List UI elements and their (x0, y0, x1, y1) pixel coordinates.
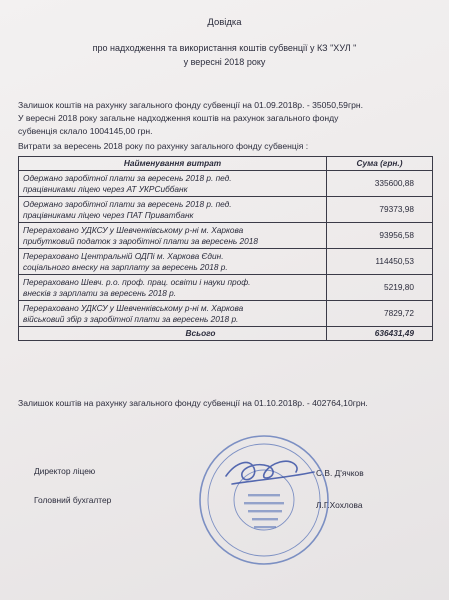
expense-amount: 79373,98 (327, 197, 433, 223)
director-name: С.В. Д'ячков (316, 468, 364, 478)
expense-name-line: Перераховано УДКСУ у Шевченківському р-ні м. Харкова (23, 224, 244, 235)
expenses-intro: Витрати за вересень 2018 року по рахунку загального фонду субвенція : (18, 141, 309, 151)
closing-balance: Залишок коштів на рахунку загального фонду субвенції на 01.10.2018р. - 402764,10грн. (18, 398, 368, 408)
expense-name-line: прибутковий податок з заробітної плати за вересень 2018 (23, 235, 259, 246)
chief-accountant-name: Л.Г.Хохлова (316, 500, 363, 510)
column-header-amount: Сума (грн.) (327, 157, 433, 171)
column-header-name: Найменування витрат (19, 157, 327, 171)
expense-name (19, 249, 327, 275)
expense-name-line: військовий збір з заробітної плати за вересень 2018 р. (23, 313, 239, 324)
expense-name-line: Перераховано Шевч. р.о. проф. прац. освіти і науки проф. (23, 276, 251, 287)
expense-name-line: Одержано заробітної плати за вересень 2018 р. пед. (23, 198, 232, 209)
table-row (19, 301, 433, 327)
expense-amount: 335600,88 (327, 171, 433, 197)
expense-amount: 114450,53 (327, 249, 433, 275)
table-row (19, 171, 433, 197)
expense-name (19, 223, 327, 249)
document-title: Довідка (207, 17, 242, 28)
expense-name-line: працівниками ліцею через ПАТ Приватбанк (23, 209, 194, 220)
table-row (19, 275, 433, 301)
receipts-line-2: субвенція склало 1004145,00 грн. (18, 126, 153, 136)
expense-name-line: соціального внеску на зарплату за вересень 2018 р. (23, 261, 228, 272)
table-row (19, 223, 433, 249)
total-label: Всього (19, 327, 327, 341)
receipts-line-1: У вересні 2018 року загальне надходження коштів на рахунок загального фонду (18, 113, 339, 123)
expense-name-line: працівниками ліцею через АТ УКРСиббанк (23, 183, 188, 194)
expense-name (19, 301, 327, 327)
expense-name-line: Одержано заробітної плати за вересень 2018 р. пед. (23, 172, 232, 183)
director-title: Директор ліцею (34, 466, 96, 476)
table-total-row (19, 327, 433, 341)
document-period: у вересні 2018 року (183, 57, 266, 67)
expense-amount: 93956,58 (327, 223, 433, 249)
official-stamp-seal (196, 432, 332, 568)
expense-name-line: внесків з зарплати за вересень 2018 р. (23, 287, 177, 298)
table-row (19, 249, 433, 275)
opening-balance: Залишок коштів на рахунку загального фонду субвенції на 01.09.2018р. - 35050,59грн. (18, 100, 363, 110)
expense-name-line: Перераховано УДКСУ у Шевченківському р-ні м. Харкова (23, 302, 244, 313)
expense-amount: 7829,72 (327, 301, 433, 327)
document-subtitle: про надходження та використання коштів субвенції у КЗ "ХУЛ " (92, 43, 357, 53)
expense-name (19, 197, 327, 223)
expense-name (19, 275, 327, 301)
expenses-table (18, 156, 433, 341)
expense-name (19, 171, 327, 197)
table-row (19, 197, 433, 223)
total-amount: 636431,49 (327, 327, 433, 341)
table-header-row (19, 157, 433, 171)
expense-amount: 5219,80 (327, 275, 433, 301)
expense-name-line: Перераховано Центральній ОДПі м. Харкова Єдин. (23, 250, 224, 261)
chief-accountant-title: Головний бухгалтер (34, 495, 112, 505)
